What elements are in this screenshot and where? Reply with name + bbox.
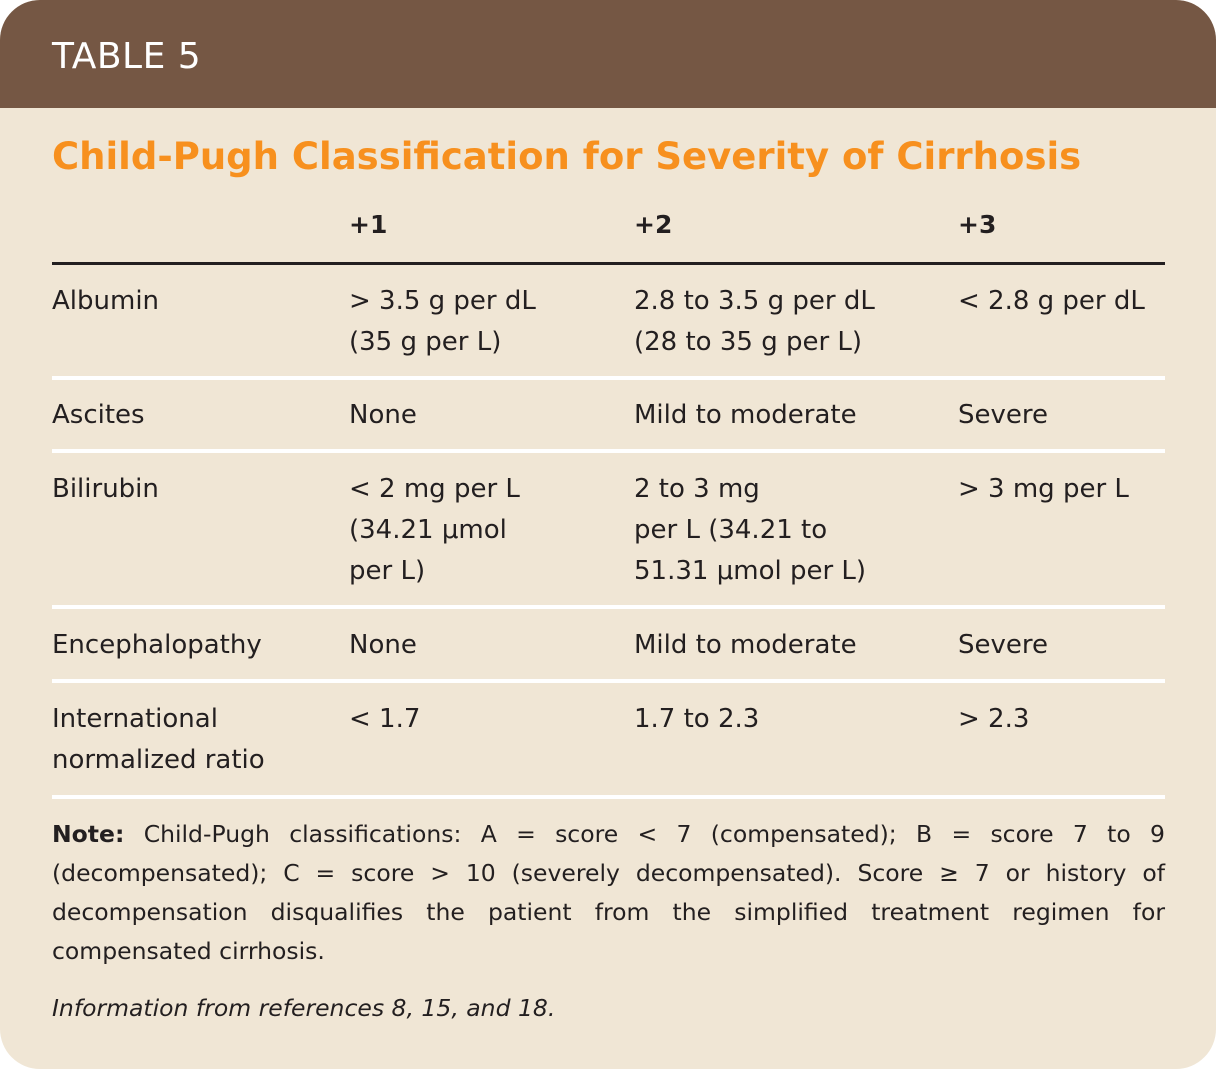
row-label-inr: International normalized ratio bbox=[52, 704, 265, 775]
table-title: Child-Pugh Classification for Severity of Cirrhosis bbox=[52, 135, 1082, 178]
cell-bilirubin-plus-1: < 2 mg per L (34.21 μmol per L) bbox=[349, 474, 520, 586]
column-header-plus-2: +2 bbox=[634, 210, 673, 239]
table-number-label: TABLE 5 bbox=[52, 36, 202, 77]
row-divider bbox=[52, 795, 1165, 799]
cell-ascites-plus-1: None bbox=[349, 400, 417, 430]
table-note bbox=[52, 815, 1165, 971]
row-label-bilirubin: Bilirubin bbox=[52, 474, 159, 504]
cell-albumin-plus-1: > 3.5 g per dL (35 g per L) bbox=[349, 286, 536, 357]
cell-inr-plus-2: 1.7 to 2.3 bbox=[634, 704, 760, 734]
cell-albumin-plus-2: 2.8 to 3.5 g per dL (28 to 35 g per L) bbox=[634, 286, 875, 357]
cell-bilirubin-plus-3: > 3 mg per L bbox=[958, 474, 1129, 504]
column-header-plus-1: +1 bbox=[349, 210, 388, 239]
cell-encephalopathy-plus-3: Severe bbox=[958, 630, 1048, 660]
cell-bilirubin-plus-2: 2 to 3 mg per L (34.21 to 51.31 μmol per L) bbox=[634, 474, 867, 586]
cell-ascites-plus-3: Severe bbox=[958, 400, 1048, 430]
header-divider bbox=[52, 262, 1165, 265]
note-label: Note: bbox=[52, 820, 125, 848]
source-citation: Information from references 8, 15, and 18. bbox=[52, 994, 556, 1022]
cell-inr-plus-3: > 2.3 bbox=[958, 704, 1030, 734]
cell-inr-plus-1: < 1.7 bbox=[349, 704, 421, 734]
cell-encephalopathy-plus-1: None bbox=[349, 630, 417, 660]
row-divider bbox=[52, 376, 1165, 380]
note-text: Child-Pugh classifications: A = score < 7 (compensated); B = score 7 to 9 (decompensated); C = score > 10 (severely decompensated). Score ≥ 7 or history of decompensation disqualifies the patient from the simplified treatment regimen for compensated cirrhosis. bbox=[52, 820, 1165, 965]
cell-albumin-plus-3: < 2.8 g per dL bbox=[958, 286, 1145, 316]
row-label-albumin: Albumin bbox=[52, 286, 160, 316]
row-divider bbox=[52, 605, 1165, 609]
row-divider bbox=[52, 449, 1165, 453]
cell-ascites-plus-2: Mild to moderate bbox=[634, 400, 857, 430]
header-bar bbox=[0, 0, 1216, 108]
row-label-ascites: Ascites bbox=[52, 400, 145, 430]
column-header-plus-3: +3 bbox=[958, 210, 997, 239]
cell-encephalopathy-plus-2: Mild to moderate bbox=[634, 630, 857, 660]
row-label-encephalopathy: Encephalopathy bbox=[52, 630, 262, 660]
row-divider bbox=[52, 679, 1165, 683]
